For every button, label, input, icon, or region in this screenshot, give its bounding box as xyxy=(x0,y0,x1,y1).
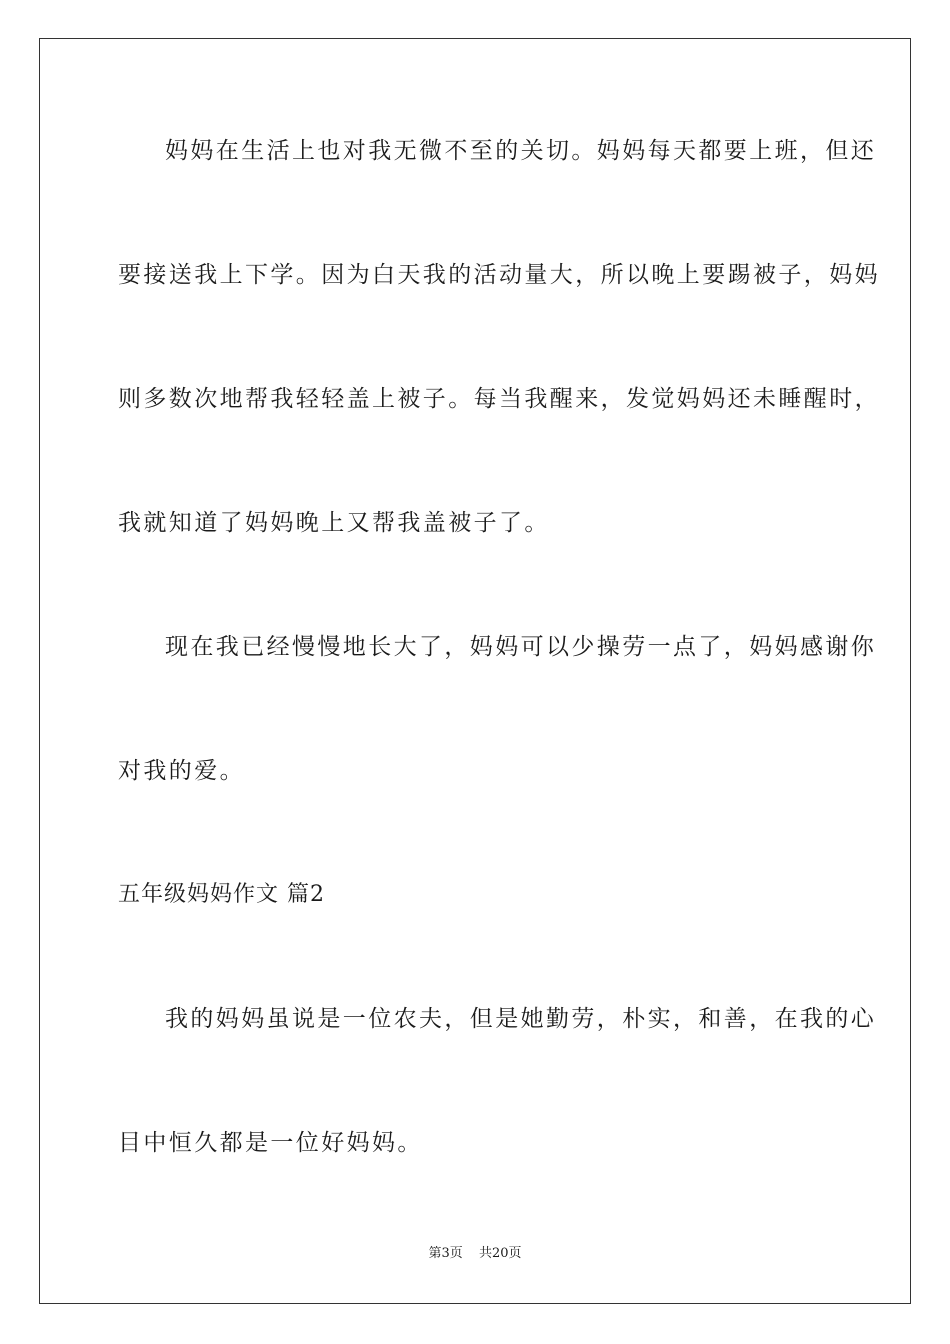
paragraph-line: 妈妈在生活上也对我无微不至的关切。妈妈每天都要上班，但还 xyxy=(165,138,877,164)
paragraph-line: 目中恒久都是一位好妈妈。 xyxy=(118,1130,423,1156)
page-number: 第3页 xyxy=(428,1246,463,1261)
paragraph-line: 对我的爱。 xyxy=(118,758,245,784)
page-border xyxy=(39,38,911,1304)
paragraph-line: 现在我已经慢慢地长大了，妈妈可以少操劳一点了，妈妈感谢你 xyxy=(165,634,877,660)
page-footer xyxy=(0,1246,950,1262)
section-heading: 五年级妈妈作文 篇2 xyxy=(118,882,325,907)
paragraph-line: 则多数次地帮我轻轻盖上被子。每当我醒来，发觉妈妈还未睡醒时， xyxy=(118,386,880,412)
paragraph-line: 我的妈妈虽说是一位农夫，但是她勤劳，朴实，和善，在我的心 xyxy=(165,1006,877,1032)
paragraph-line: 我就知道了妈妈晚上又帮我盖被子了。 xyxy=(118,510,550,536)
paragraph-line: 要接送我上下学。因为白天我的活动量大，所以晚上要踢被子，妈妈 xyxy=(118,262,880,288)
page-total: 共20页 xyxy=(478,1246,522,1261)
